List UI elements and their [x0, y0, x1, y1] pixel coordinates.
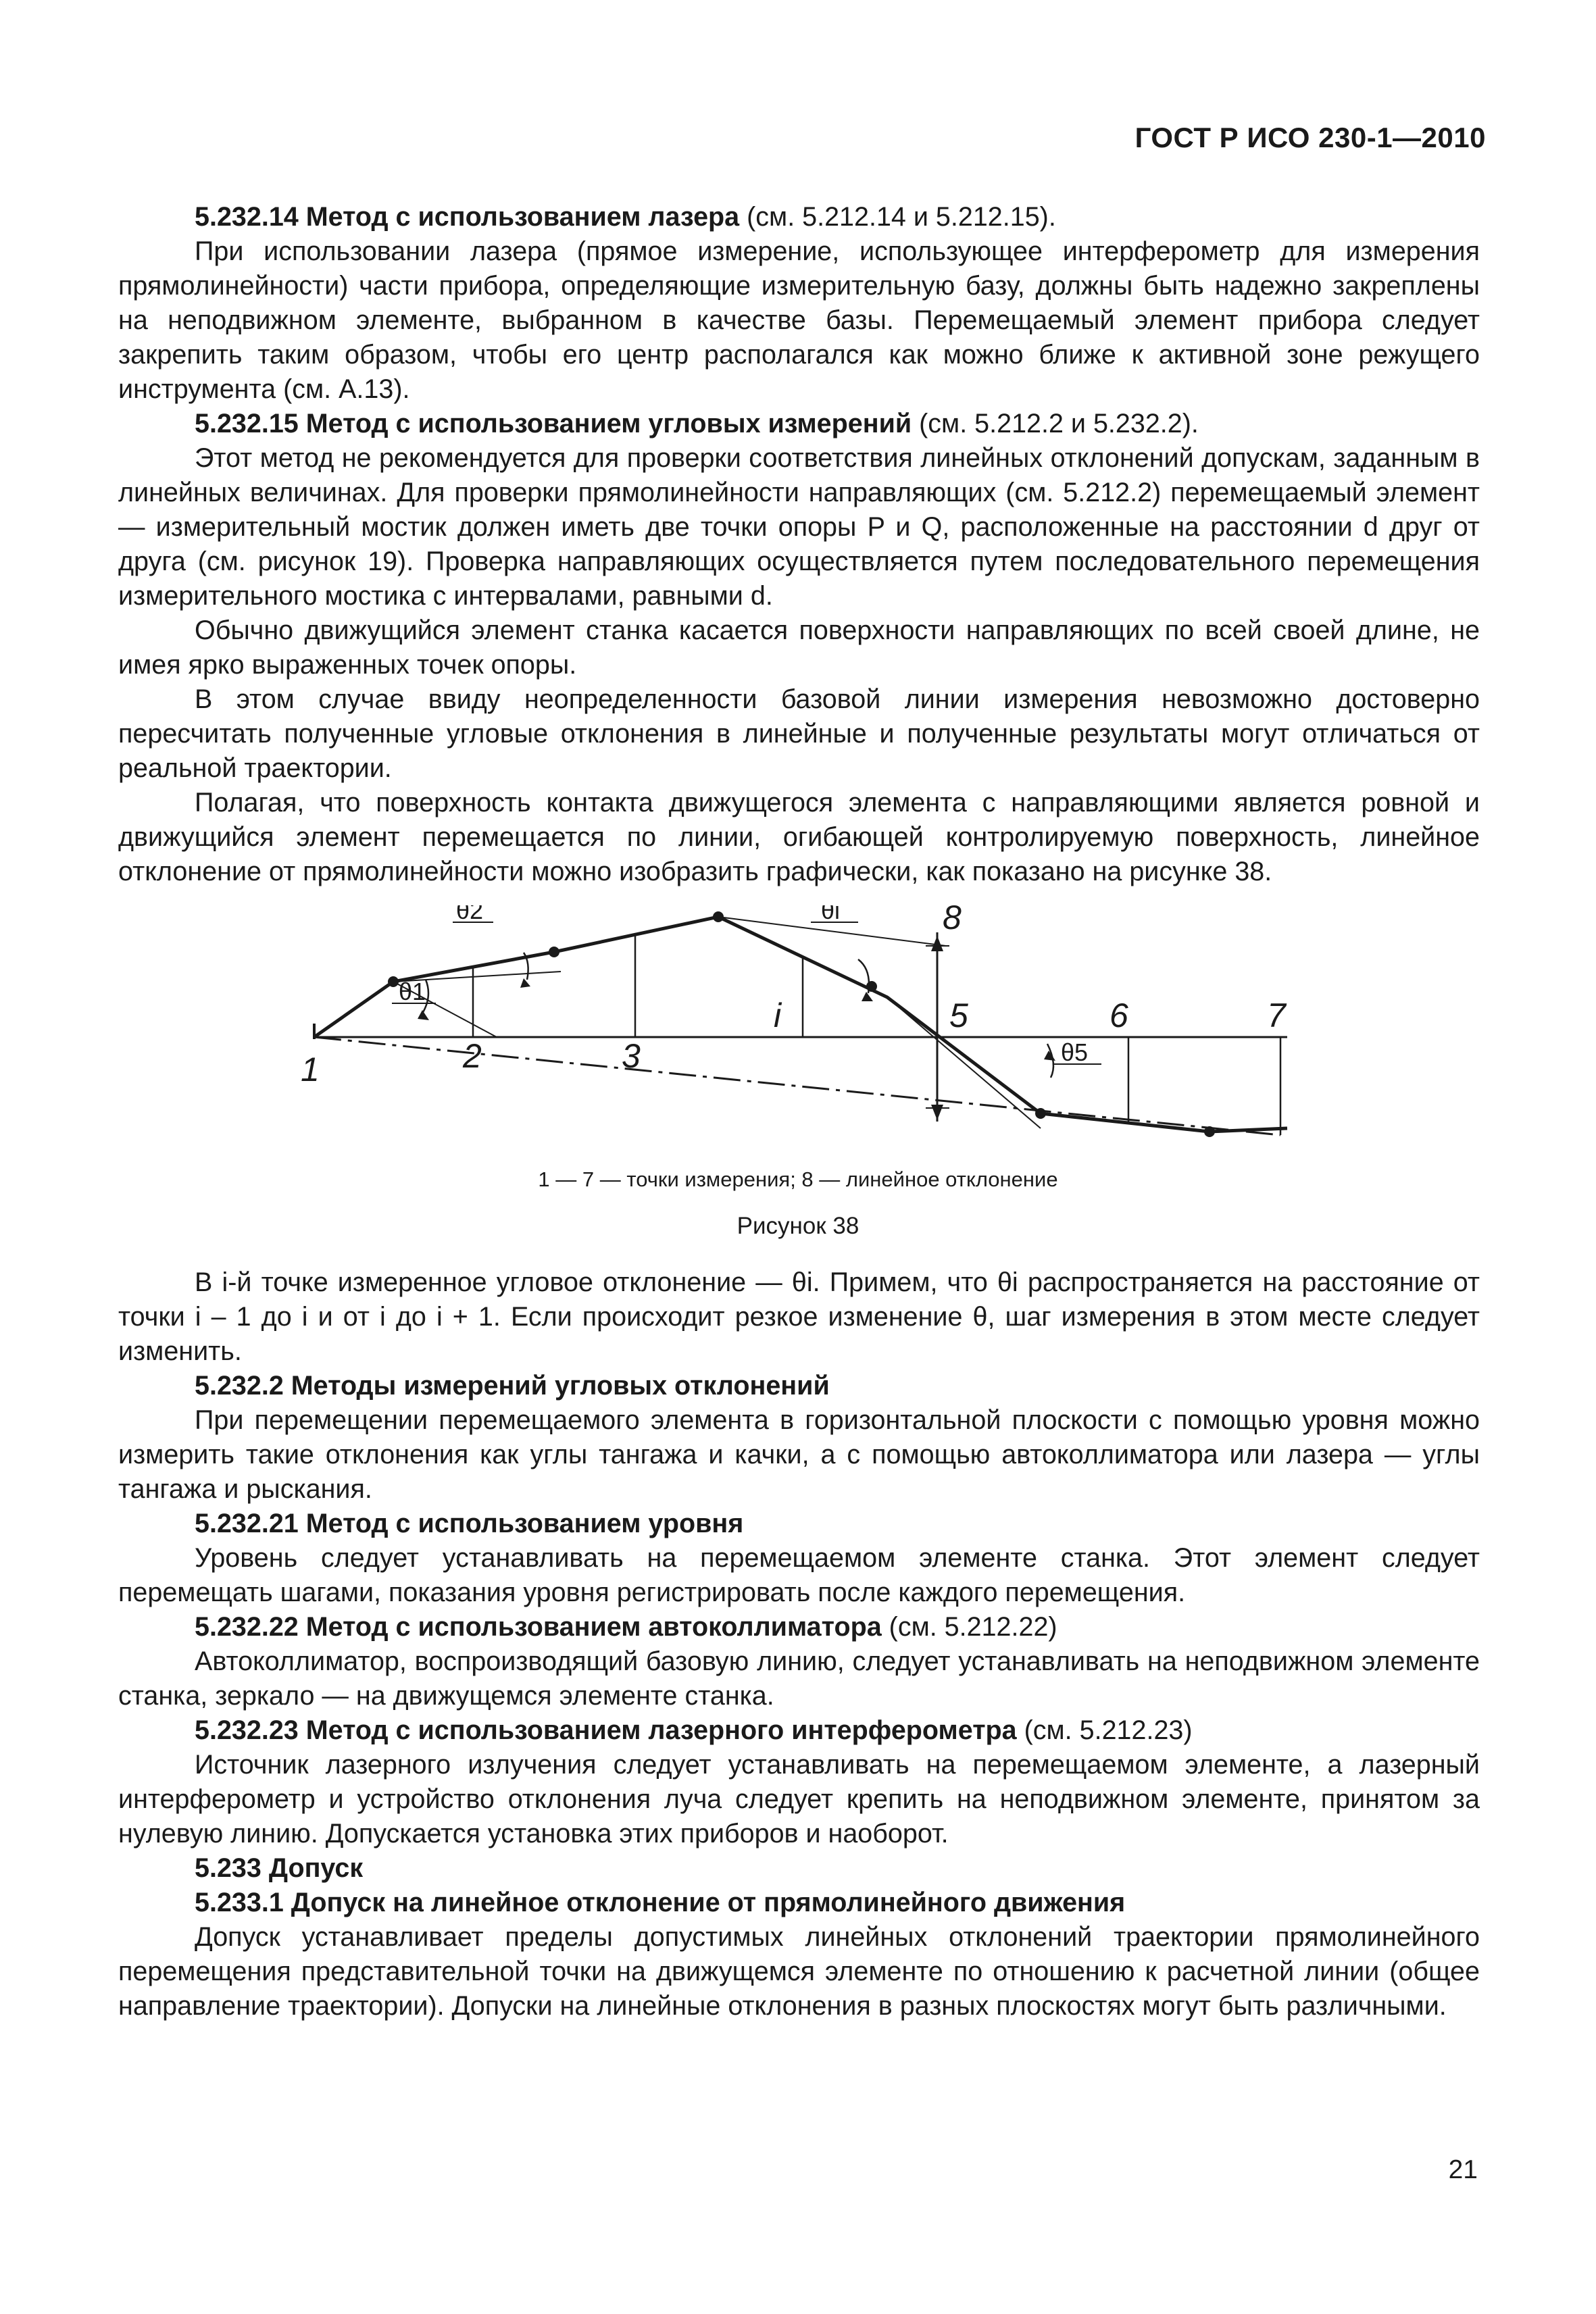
paragraph: Этот метод не рекомендуется для проверки соответствия линейных отклонений допускам, заданным в линейных величинах. Для проверки прямолинейности направляющих (см. 5.212.2) перемещаемый элемент — измерительный мостик должен иметь две точки опоры P и Q, расположенные на расстоянии d друг от друга (см. рисунок 19). Проверка направляющих осуществляется путем последовательного перемещения измерительного мостика с интервалами, равными d. [118, 443, 1480, 611]
paragraph: При перемещении перемещаемого элемента в горизонтальной плоскости с помощью уровня можно измерить такие отклонения как углы тангажа и качки, а с помощью автоколлиматора или лазера — углы тангажа и рыскания. [118, 1405, 1480, 1504]
figure-diagram [291, 905, 1345, 1162]
section-heading-line [118, 407, 1480, 441]
point-dot [388, 976, 399, 987]
section-heading: 5.232.14 Метод с использованием лазера [195, 202, 740, 232]
arrow-theta5 [1044, 1051, 1055, 1061]
paragraph: Полагая, что поверхность контакта движущегося элемента с направляющими является ровной и движущийся элемент перемещается по линии, огибающей контролируемую поверхность, линейное отклонение от прямолинейности можно изобразить графически, как показано на рисунке 38. [118, 788, 1480, 886]
section-heading: 5.232.2 Методы измерений угловых отклонений [195, 1371, 830, 1401]
figure-title: Рисунок 38 [737, 1213, 859, 1239]
body-section-top [118, 200, 1480, 889]
body-section-bottom [118, 1265, 1480, 2023]
section-heading-line [118, 1507, 1480, 1541]
section-heading: 5.232.15 Метод с использованием угловых измерений [195, 409, 912, 438]
point-dot [549, 947, 559, 957]
label-point-1: 1 [301, 1051, 320, 1088]
paragraph: Обычно движущийся элемент станка касается поверхности направляющих по всей своей длине, не имея ярко выраженных точек опоры. [118, 615, 1480, 680]
section-heading-line [118, 1369, 1480, 1403]
arc-theta5 [1047, 1044, 1053, 1078]
arrow-thetai [862, 992, 873, 1001]
section-heading: 5.232.23 Метод с использованием лазерного интерферометра [195, 1715, 1017, 1745]
section-heading: 5.232.21 Метод с использованием уровня [195, 1509, 744, 1538]
section-ref: (см. 5.212.14 и 5.212.15). [739, 202, 1056, 232]
profile-line [314, 917, 1287, 1132]
paragraph: Уровень следует устанавливать на перемещаемом элементе станка. Этот элемент следует перемещать шагами, показания уровня регистрировать после каждого перемещения. [118, 1543, 1480, 1607]
paragraph: Источник лазерного излучения следует устанавливать на перемещаемом элементе, а лазерный интерферометр и устройство отклонения луча следует крепить на неподвижном элементе, принятом за нулевую линию. Допускается установка этих приборов и наоборот. [118, 1750, 1480, 1848]
label-theta2: θ2 [456, 905, 484, 924]
label-thetai: θi [821, 905, 841, 924]
label-theta5: θ5 [1061, 1038, 1089, 1066]
page-number: 21 [1448, 2155, 1478, 2184]
arrow-8-bottom [931, 1105, 943, 1120]
section-heading-line [118, 1610, 1480, 1644]
figure-38 [291, 905, 1345, 1162]
label-deviation-8: 8 [943, 905, 962, 936]
section-heading-line [118, 1713, 1480, 1748]
section-heading: 5.233.1 Допуск на линейное отклонение от прямолинейного движения [195, 1888, 1126, 1917]
paragraph: В i-й точке измеренное угловое отклонение — θi. Примем, что θi распространяется на расстояние от точки i – 1 до i и от i до i + 1. Если происходит резкое изменение θ, шаг измерения в этом месте следует изменить. [118, 1267, 1480, 1366]
paragraph: Автоколлиматор, воспроизводящий базовую линию, следует устанавливать на неподвижном элементе станка, зеркало — на движущемся элементе станка. [118, 1646, 1480, 1711]
label-theta1: θ1 [399, 978, 426, 1005]
reference-dashdot-line [314, 1037, 1280, 1135]
label-point-5: 5 [949, 997, 968, 1034]
section-heading-line [118, 200, 1480, 234]
section-ref: (см. 5.212.22) [881, 1612, 1057, 1642]
label-point-i: i [774, 997, 782, 1034]
point-dot [1204, 1126, 1215, 1137]
figure-caption: 1 — 7 — точки измерения; 8 — линейное отклонение [538, 1167, 1058, 1191]
section-heading-line [118, 1886, 1480, 1920]
label-point-6: 6 [1109, 997, 1128, 1034]
paragraph: Допуск устанавливает пределы допустимых линейных отклонений траектории прямолинейного перемещения представительной точки на движущемся элементе по отношению к расчетной линии (общее направление траектории). Допуски на линейные отклонения в разных плоскостях могут быть различными. [118, 1922, 1480, 2021]
point-dot [713, 911, 724, 922]
paragraph: В этом случае ввиду неопределенности базовой линии измерения невозможно достоверно пересчитать полученные угловые отклонения в линейные и полученные результаты могут отличаться от реальной траектории. [118, 684, 1480, 783]
section-heading: 5.233 Допуск [195, 1853, 364, 1883]
section-heading-line [118, 1851, 1480, 1886]
point-dot [866, 981, 877, 992]
label-point-7: 7 [1267, 997, 1286, 1034]
point-dot [1035, 1108, 1046, 1119]
section-heading: 5.232.22 Метод с использованием автоколлиматора [195, 1612, 882, 1642]
arrow-8-top [931, 936, 943, 951]
section-ref: (см. 5.212.23) [1016, 1715, 1193, 1745]
arrow-theta1 [418, 1010, 429, 1020]
label-point-3: 3 [622, 1037, 641, 1075]
label-point-2: 2 [463, 1037, 482, 1075]
paragraph: При использовании лазера (прямое измерение, использующее интерферометр для измерения прямолинейности) части прибора, определяющие измерительную базу, должны быть надежно закреплены на неподвижном элементе, выбранном в качестве базы. Перемещаемый элемент прибора следует закрепить таким образом, чтобы его центр располагался как можно ближе к активной зоне режущего инструмента (см. А.13). [118, 236, 1480, 404]
section-ref: (см. 5.212.2 и 5.232.2). [912, 409, 1199, 438]
arrow-theta2 [520, 978, 530, 988]
document-header: ГОСТ Р ИСО 230-1—2010 [1134, 122, 1486, 153]
